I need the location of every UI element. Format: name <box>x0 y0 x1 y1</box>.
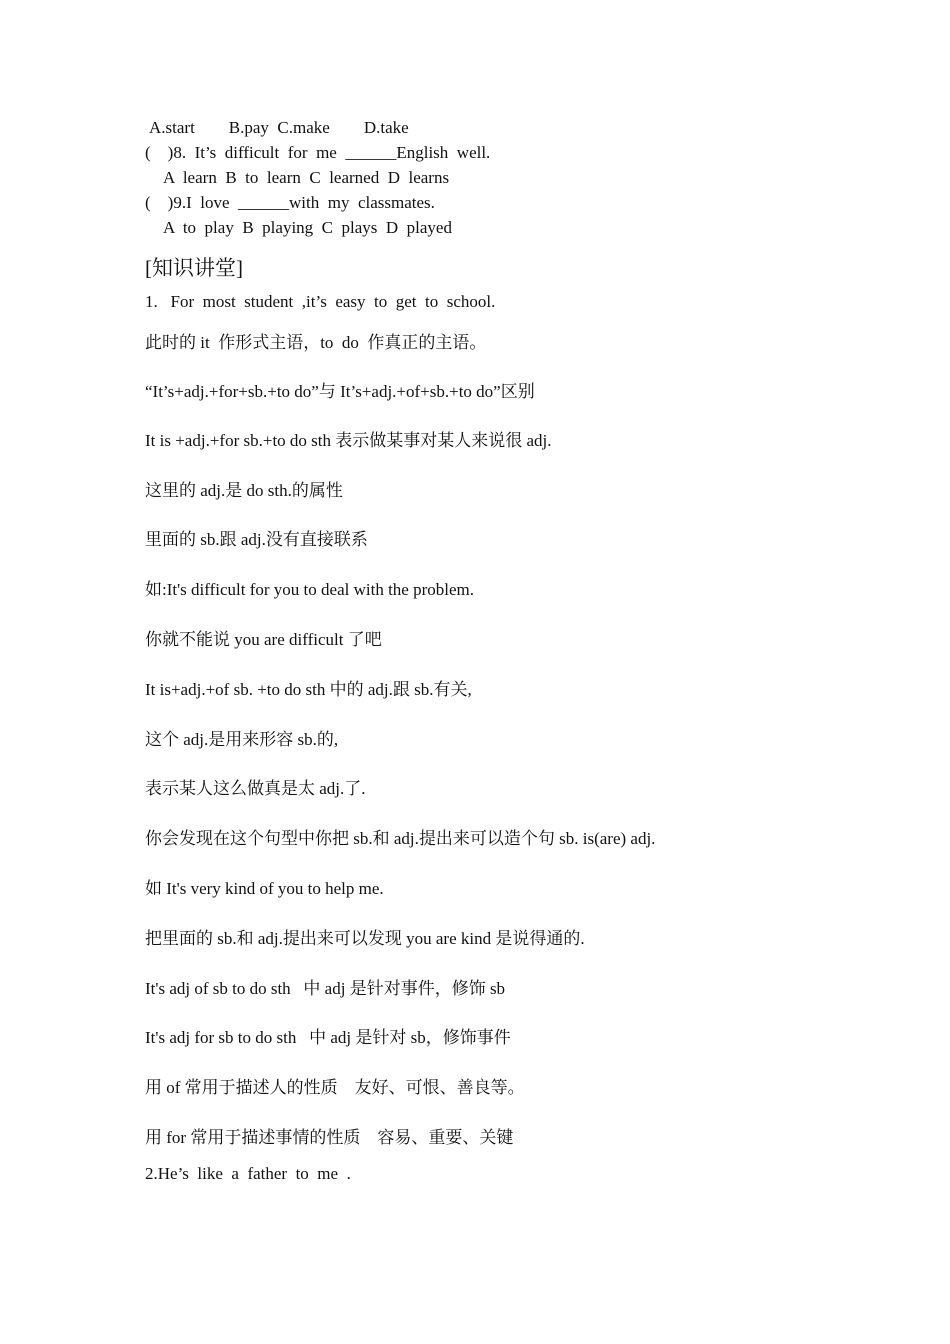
explanation-line: 表示某人这么做真是太 adj.了. <box>145 779 366 798</box>
question-8-options: A learn B to learn C learned D learns <box>163 168 450 187</box>
example-sentence-1: 1. For most student ,it’s easy to get to school. <box>145 292 496 311</box>
explanation-line: It's adj for sb to do sth 中 adj 是针对 sb，修饰事件 <box>145 1028 511 1047</box>
question-8: ( )8. It’s difficult for me ______English well. <box>145 143 491 162</box>
question-9: ( )9.I love ______with my classmates. <box>145 193 435 212</box>
explanation-line: It's adj of sb to do sth 中 adj 是针对事件，修饰 sb <box>145 979 506 998</box>
example-sentence-2: 2.He’s like a father to me . <box>145 1164 351 1183</box>
question-7-options: A.start B.pay C.make D.take <box>149 118 409 137</box>
explanation-line: 里面的 sb.跟 adj.没有直接联系 <box>145 530 368 549</box>
pattern-comparison: “It’s+adj.+for+sb.+to do”与 It’s+adj.+of+sb.+to do”区别 <box>145 382 535 401</box>
explanation-line: 用 for 常用于描述事情的性质 容易、重要、关键 <box>145 1128 514 1147</box>
explanation-line: 用 of 常用于描述人的性质 友好、可恨、善良等。 <box>145 1078 525 1097</box>
question-9-options: A to play B playing C plays D played <box>163 218 452 237</box>
explanation-line: 这里的 adj.是 do sth.的属性 <box>145 481 343 500</box>
explanation-line: 你就不能说 you are difficult 了吧 <box>145 630 382 649</box>
example-line: 如 It's very kind of you to help me. <box>145 879 384 898</box>
example-line: 如:It's difficult for you to deal with the problem. <box>145 580 474 599</box>
explanation-line: 此时的 it 作形式主语，to do 作真正的主语。 <box>145 333 487 352</box>
explanation-line: 把里面的 sb.和 adj.提出来可以发现 you are kind 是说得通的. <box>145 929 585 948</box>
explanation-line: 你会发现在这个句型中你把 sb.和 adj.提出来可以造个句 sb. is(are) adj. <box>145 829 656 848</box>
explanation-line: It is+adj.+of sb. +to do sth 中的 adj.跟 sb.有关, <box>145 680 472 699</box>
explanation-line: It is +adj.+for sb.+to do sth 表示做某事对某人来说很 adj. <box>145 431 552 450</box>
explanation-line: 这个 adj.是用来形容 sb.的, <box>145 730 339 749</box>
section-heading: [知识讲堂] <box>145 256 243 280</box>
